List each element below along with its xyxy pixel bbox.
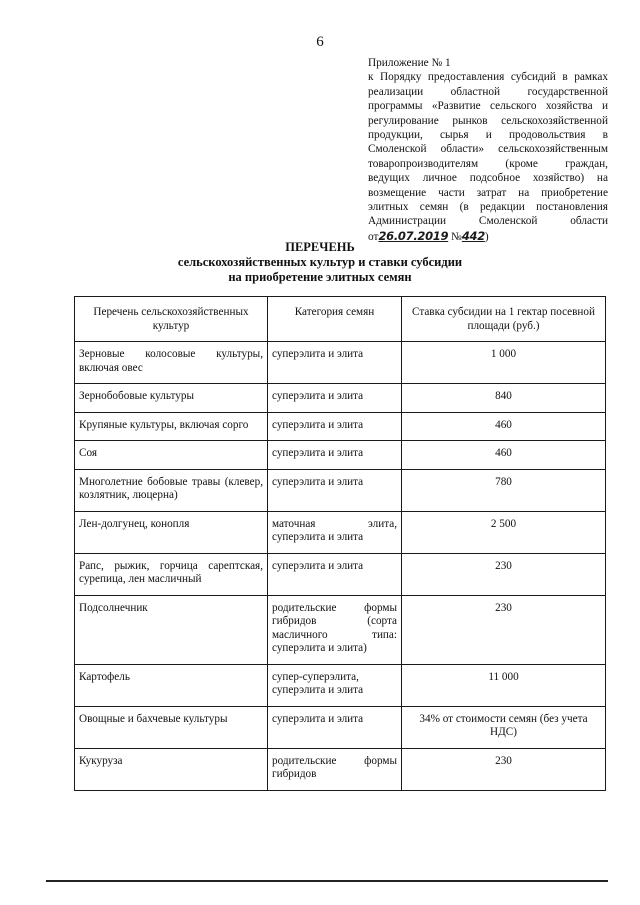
from-prefix: от: [368, 230, 379, 243]
table-row: [75, 748, 606, 790]
seed-category-cell: суперэлита и элита: [268, 706, 402, 748]
appendix-line: программы «Развитие сельского хозяйства и: [368, 100, 608, 113]
title-line-2: сельскохозяйственных культур и ставки субсидии: [177, 255, 463, 269]
appendix-line: Администрации Смоленской области: [368, 215, 608, 228]
table-row: [75, 412, 606, 441]
appendix-line: возмещение части затрат на приобретение: [368, 186, 608, 199]
crop-cell: Картофель: [75, 664, 268, 706]
seed-category-cell: родительские формы гибридов: [268, 748, 402, 790]
appendix-line: к Порядку предоставления субсидий в рамках: [368, 71, 608, 84]
table-row: [75, 706, 606, 748]
rate-cell: 460: [402, 412, 606, 441]
table-header-row: [75, 297, 606, 342]
seed-category-cell: родительские формы гибридов (сорта масличного типа: суперэлита и элита): [268, 595, 402, 664]
appendix-line: регулирование рынков сельскохозяйственной: [368, 114, 608, 127]
table-row: [75, 595, 606, 664]
handwritten-date: 26.07.2019: [378, 228, 449, 243]
seed-category-cell: суперэлита и элита: [268, 469, 402, 511]
crop-cell: Зернобобовые культуры: [75, 384, 268, 413]
crop-cell: Подсолнечник: [75, 595, 268, 664]
crop-cell: Рапс, рыжик, горчица сарептская, сурепица, лен масличный: [75, 553, 268, 595]
title-line-3: на приобретение элитных семян: [228, 270, 412, 284]
subsidy-table: [74, 296, 606, 791]
title-line-1: ПЕРЕЧЕНЬ: [285, 240, 355, 254]
page-number: 6: [316, 34, 324, 50]
appendix-line: ведущих личное подсобное хозяйство) на: [368, 172, 608, 185]
seed-category-cell: супер-суперэлита, суперэлита и элита: [268, 664, 402, 706]
seed-category-cell: суперэлита и элита: [268, 384, 402, 413]
table-row: [75, 441, 606, 470]
rate-cell: 11 000: [402, 664, 606, 706]
table-row: [75, 553, 606, 595]
rate-cell: 2 500: [402, 511, 606, 553]
rate-cell: 230: [402, 595, 606, 664]
appendix-line: элитных семян (в редакции постановления: [368, 201, 608, 214]
appendix-line: продукции, сырья и продовольствия в: [368, 129, 608, 142]
rate-cell: 230: [402, 748, 606, 790]
rate-cell: 34% от стоимости семян (без учета НДС): [402, 706, 606, 748]
handwritten-number: 442: [461, 228, 485, 243]
appendix-line: реализации областной государственной: [368, 85, 608, 98]
table-row: [75, 384, 606, 413]
header-crops: Перечень сельскохозяйственных культур: [75, 297, 268, 342]
appendix-line: Приложение № 1: [368, 57, 451, 69]
document-title: [0, 240, 640, 285]
rate-cell: 460: [402, 441, 606, 470]
rate-cell: 840: [402, 384, 606, 413]
crop-cell: Многолетние бобовые травы (клевер, козлятник, люцерна): [75, 469, 268, 511]
crop-cell: Зерновые колосовые культуры, включая овес: [75, 342, 268, 384]
table-row: [75, 342, 606, 384]
rate-cell: 1 000: [402, 342, 606, 384]
rate-cell: 780: [402, 469, 606, 511]
crop-cell: Овощные и бахчевые культуры: [75, 706, 268, 748]
page-bottom-divider: [46, 880, 608, 882]
appendix-line: Смоленской области» сельскохозяйственным: [368, 143, 608, 156]
appendix-line: товаропроизводителям (кроме граждан,: [368, 157, 608, 170]
seed-category-cell: суперэлита и элита: [268, 441, 402, 470]
crop-cell: Кукуруза: [75, 748, 268, 790]
crop-cell: Лен-долгунец, конопля: [75, 511, 268, 553]
table-row: [75, 511, 606, 553]
number-prefix: №: [451, 230, 462, 243]
seed-category-cell: маточная элита, суперэлита и элита: [268, 511, 402, 553]
crop-cell: Соя: [75, 441, 268, 470]
crop-cell: Крупяные культуры, включая сорго: [75, 412, 268, 441]
rate-cell: 230: [402, 553, 606, 595]
table-row: [75, 664, 606, 706]
seed-category-cell: суперэлита и элита: [268, 412, 402, 441]
header-subsidy-rate: Ставка субсидии на 1 гектар посевной площади (руб.): [402, 297, 606, 342]
appendix-note: [368, 56, 608, 244]
header-seed-category: Категория семян: [268, 297, 402, 342]
appendix-date-line: от26.07.2019 №442): [368, 228, 489, 243]
seed-category-cell: суперэлита и элита: [268, 553, 402, 595]
seed-category-cell: суперэлита и элита: [268, 342, 402, 384]
table-row: [75, 469, 606, 511]
